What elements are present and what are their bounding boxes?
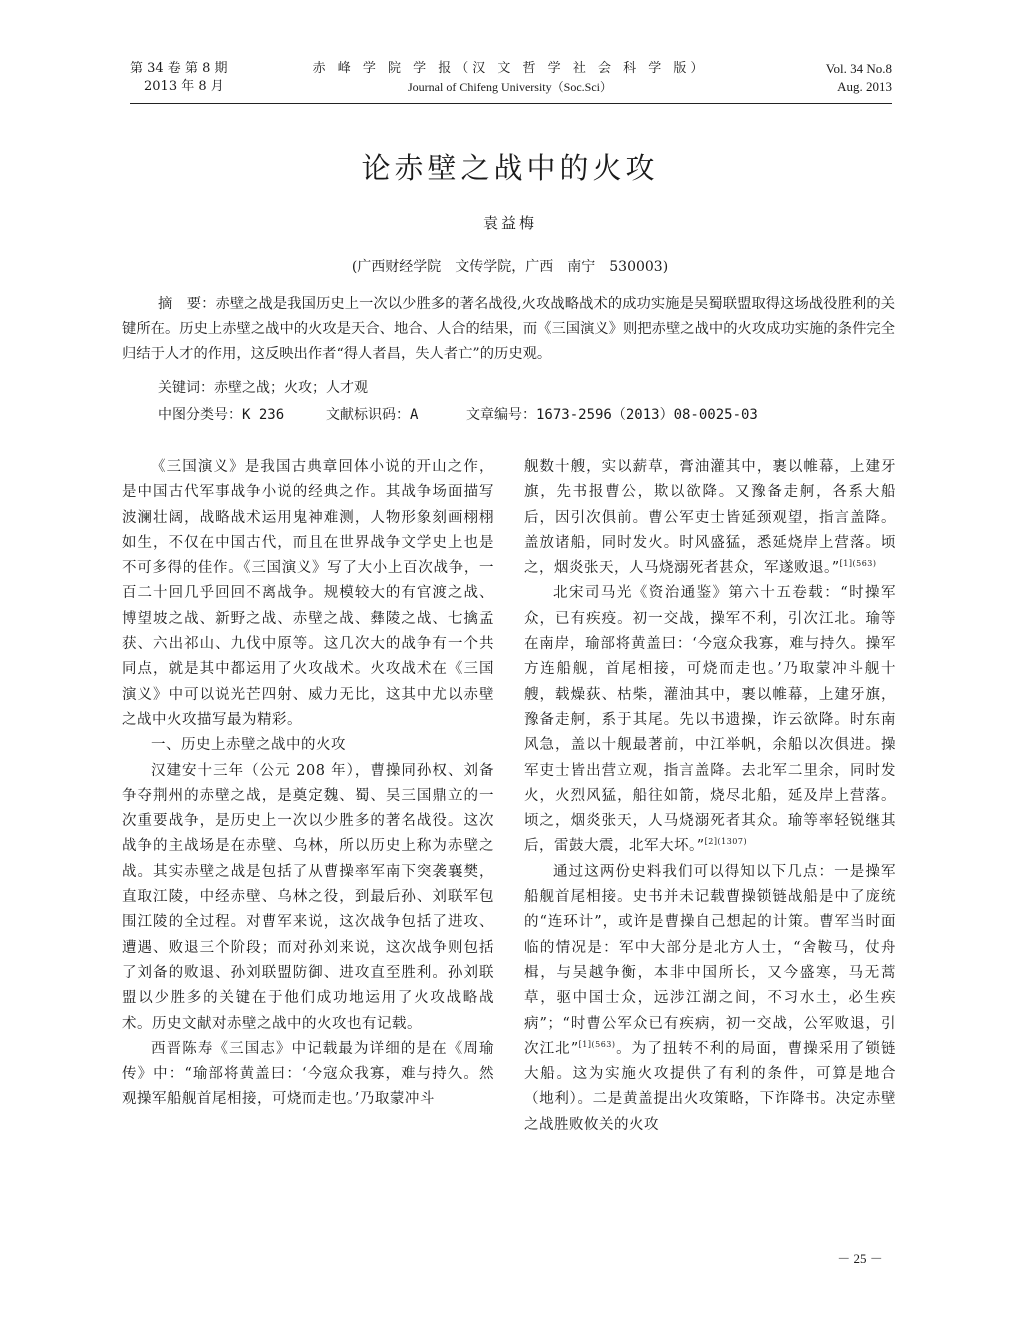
- paragraph: [524, 455, 896, 581]
- paragraph: 西晋陈寿《三国志》中记载最为详细的是在《周瑜传》中：“瑜部将黄盖曰：‘今寇众我寡，难与持久。然观操军船舰首尾相接，可烧而走也。’乃取蒙冲斗: [122, 1040, 494, 1108]
- article-title: 论赤壁之战中的火攻: [361, 151, 659, 185]
- keywords-text: 赤壁之战；火攻；人才观: [214, 380, 368, 396]
- abstract: [122, 292, 895, 367]
- author-name: 袁益梅: [482, 214, 537, 232]
- section-heading: 一、历史上赤壁之战中的火攻: [151, 737, 346, 754]
- paragraph-text: 北宋司马光《资治通鉴》第六十五卷载：“时操军众，已有疾疫。初一交战，操军不利，引次江北。瑜等在南岸，瑜部将黄盖曰：‘今寇众我寡，难与持久。操军方连船舰，首尾相接，可烧而走也。’乃取蒙冲斗舰十艘，载燥荻、枯柴，灌油其中，裹以帷幕，上建牙旗，豫备走舸，系于其尾。先以书遗操，诈云欲降。时东南风急，盖以十舰最著前，中江举帆，余船以次俱进。操军吏士皆出营立观，指言盖降。去北军二里余，同时发火，火烈风猛，船往如箭，烧尽北船，延及岸上营落。顷之，烟炎张天，人马烧溺死者其众。瑜等率轻锐继其后，雷鼓大震，北军大坏。”: [524, 585, 896, 855]
- journal-name-en: Journal of Chifeng University（Soc.Sci）: [408, 80, 612, 94]
- volume-issue-en: Vol. 34 No.8: [825, 61, 892, 76]
- author-affiliation: (广西财经学院 文传学院，广西 南宁 530003): [351, 259, 669, 275]
- article-number: 文章编号：1673-2596（2013）08-0025-03: [466, 407, 758, 423]
- paragraph-text: 。为了扭转不利的局面，曹操采用了锁链大船。这为实施火攻提供了有利的条件，可算是地合（地利）。二是黄盖提出火攻策略，下诈降书。决定赤壁之战胜败攸关的火攻: [524, 1040, 897, 1133]
- volume-issue: 第 34 卷 第 8 期: [130, 61, 228, 76]
- citation-ref: [2](1307): [704, 837, 748, 847]
- left-column: [122, 455, 494, 1113]
- classification-line: [158, 403, 898, 427]
- document-code: 文献标识码：A: [326, 407, 419, 423]
- header-center: [290, 60, 730, 96]
- keywords: [158, 376, 898, 400]
- citation-ref: [1](563): [839, 559, 877, 569]
- paragraph: [524, 581, 896, 859]
- abstract-label: 摘 要：: [158, 296, 216, 312]
- abstract-text: 赤壁之战是我国历史上一次以少胜多的著名战役,火攻战略战术的成功实施是吴蜀联盟取得这场战役胜利的关键所在。历史上赤壁之战中的火攻是天合、地合、人合的结果，而《三国演义》则把赤壁之战中的火攻成功实施的条件完全归结于人才的作用，这反映出作者“得人者昌，失人者亡”的历史观。: [122, 296, 895, 362]
- citation-ref: [1](563): [578, 1040, 616, 1049]
- paragraph: 《三国演义》是我国古典章回体小说的开山之作，是中国古代军事战争小说的经典之作。其战争场面描写波澜壮阔，战略战术运用鬼神难测，人物形象刻画栩栩如生，不仅在中国古代，而且在世界战争文学史上也是不可多得的佳作。《三国演义》写了大小上百次战争，一百二十回几乎回回不离战争。规模较大的有官渡之战、博望坡之战、新野之战、赤壁之战、彝陵之战、七擒孟获、六出祁山、九伐中原等。这几次大的战争有一个共同点，就是其中都运用了火攻战术。火攻战术在《三国演义》中可以说光芒四射、威力无比，这其中尤以赤壁之战中火攻描写最为精彩。: [122, 459, 494, 728]
- journal-name-cn: 赤 峰 学 院 学 报（汉 文 哲 学 社 会 科 学 版）: [312, 61, 708, 76]
- paragraph: 汉建安十三年（公元 208 年），曹操同孙权、刘备争夺荆州的赤壁之战，是奠定魏、蜀、吴三国鼎立的一次重要战争，是历史上一次以少胜多的著名战役。这次战争的主战场是在赤壁、乌林，所以历史上称为赤壁之战。其实赤壁之战是包括了从曹操率军南下突袭襄樊，直取江陵，中经赤壁、乌林之役，到最后孙、刘联军包围江陵的全过程。对曹军来说，这次战争包括了进攻、遭遇、败退三个阶段；而对孙刘来说，这次战争则包括了刘备的败退、孙刘联盟防御、进攻直至胜利。孙刘联盟以少胜多的关键在于他们成功地运用了火攻战略战术。历史文献对赤壁之战中的火攻也有记载。: [122, 762, 494, 1032]
- publication-date-en: Aug. 2013: [837, 79, 892, 94]
- publication-date: 2013 年 8 月: [144, 79, 224, 94]
- running-header: [130, 60, 892, 100]
- header-right: [732, 60, 892, 96]
- clc-number: 中图分类号：K 236: [158, 407, 285, 423]
- header-rule: [130, 103, 892, 104]
- right-column: [524, 455, 896, 1138]
- paragraph-text: 舰数十艘，实以薪草，膏油灌其中，裹以帷幕，上建牙旗，先书报曹公，欺以欲降。又豫备走舸，各系大船后，因引次俱前。曹公军吏士皆延颈观望，指言盖降。盖放诸船，同时发火。时风盛猛，悉延烧岸上营落。顷之，烟炎张天，人马烧溺死者甚众，军遂败退。”: [524, 459, 896, 577]
- keywords-label: 关键词：: [158, 380, 214, 396]
- page-number: － 25 －: [837, 1251, 883, 1266]
- paragraph-text: 通过这两份史料我们可以得知以下几点：一是操军船舰首尾相接。史书并未记载曹操锁链战船是中了庞统的“连环计”，或许是曹操自己想起的计策。曹军当时面临的情况是：军中大部分是北方人士，“舍鞍马，仗舟楫，与吴越争衡，本非中国所长，又今盛寒，马无蒿草，驱中国士众，远涉江湖之间，不习水土，必生疾病”；“时曹公军众已有疾病，初一交战，公军败退，引次江北”: [524, 863, 896, 1057]
- paragraph: [524, 860, 896, 1138]
